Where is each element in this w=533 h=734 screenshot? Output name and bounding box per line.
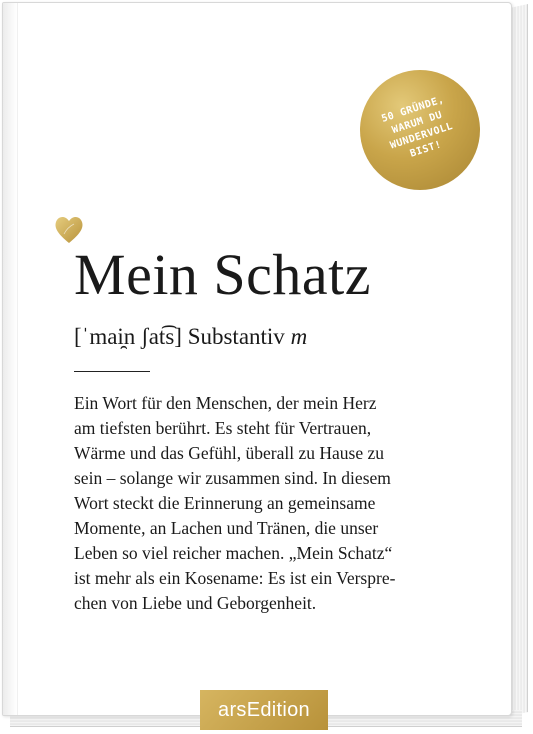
sticker-text: 50 GRÜNDE, WARUM DU WUNDERVOLL BIST! — [380, 94, 455, 160]
ipa-transcription: [ˈmai̯n ʃat͡s] — [74, 324, 182, 349]
spine-shade — [3, 3, 18, 715]
pronunciation-line — [74, 322, 307, 352]
publisher-logo: arsEdition — [200, 690, 328, 730]
book-title: Mein Schatz — [74, 242, 372, 307]
gold-sticker — [360, 70, 480, 190]
divider-rule — [74, 371, 150, 372]
part-of-speech: Substantiv — [187, 324, 285, 349]
grammatical-gender: m — [290, 324, 308, 349]
definition-text: Ein Wort für den Menschen, der mein Herz am tiefsten berührt. Es steht für Vertrauen, Wärme und das Gefühl, überall zu Hause zu sein – solange wir zusammen sind. In diesem Wort steckt die Erinnerung an gemeinsame Momente, an Lachen und Tränen, die unser Leben so viel reicher machen. „Mein Schatz“ ist mehr als ein Kosename: Es ist ein Verspre- chen von Liebe und Geborgenheit. — [74, 393, 396, 613]
